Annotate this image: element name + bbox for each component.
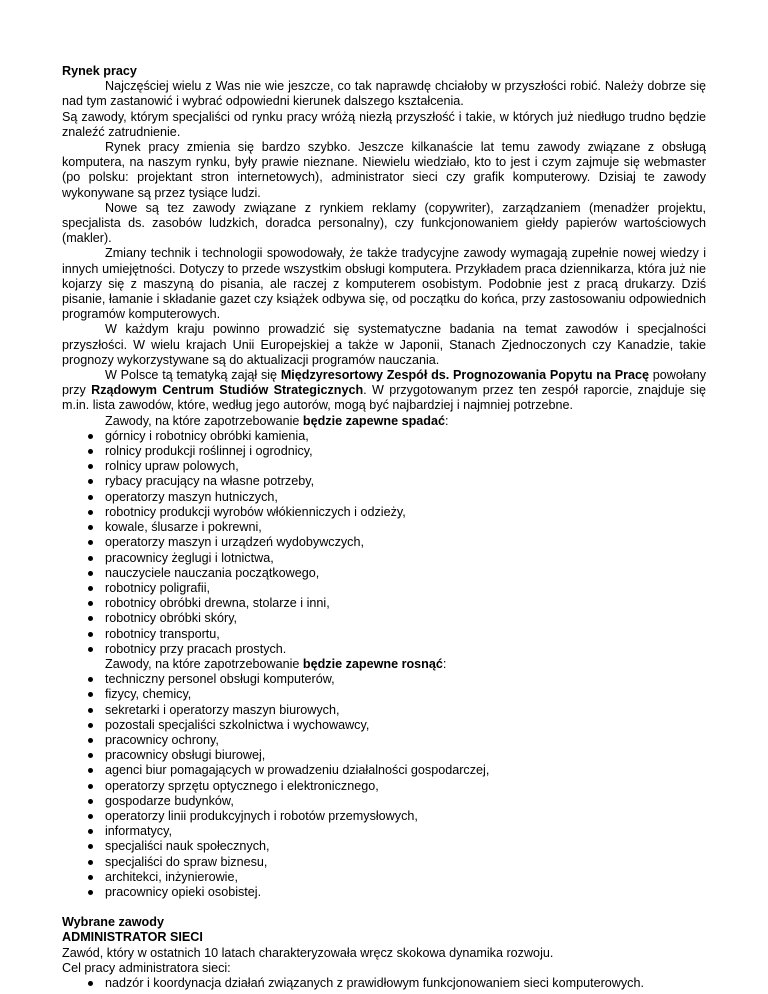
goals-list (62, 976, 706, 991)
bold-text-run: będzie zapewne rosnąć (302, 656, 443, 671)
list-item-text: informatycy, (105, 824, 172, 839)
list-item-text: operatorzy maszyn hutniczych, (105, 489, 278, 504)
list-item (62, 839, 706, 854)
bullet-icon (88, 616, 93, 621)
list-item-text: nadzór i koordynacja działań związanych z prawidłowym funkcjonowaniem sieci komputerowych. (105, 975, 644, 990)
paragraph: Nowe są tez zawody związane z rynkiem reklamy (copywriter), zarządzaniem (menadżer projektu, specjalista ds. zasobów ludzkich, doradca personalny), czy funkcjonowaniem giełdy papierów wartościowych (makler). (62, 200, 706, 246)
list-item-text: górnicy i robotnicy obróbki kamienia, (105, 428, 309, 443)
bullet-icon (88, 464, 93, 469)
list-item (62, 855, 706, 870)
list-item-text: operatorzy linii produkcyjnych i robotów przemysłowych, (105, 808, 418, 823)
bullet-icon (88, 844, 93, 849)
list-item-text: agenci biur pomagających w prowadzeniu działalności gospodarczej, (105, 763, 490, 778)
bullet-icon (88, 495, 93, 500)
paragraph: Najczęściej wielu z Was nie wie jeszcze, co tak naprawdę chciałoby w przyszłości robić. Należy dobrze się nad tym zastanowić i wybrać odpowiedni kierunek dalszego kształcenia. (62, 79, 706, 109)
bullet-icon (88, 510, 93, 515)
bullet-icon (88, 860, 93, 865)
list-item (62, 581, 706, 596)
bullet-icon (88, 434, 93, 439)
bullet-icon (88, 556, 93, 561)
bullet-icon (88, 768, 93, 773)
list-item-text: robotnicy przy pracach prostych. (105, 641, 287, 656)
list-item (62, 718, 706, 733)
bullet-icon (88, 708, 93, 713)
bullet-icon (88, 571, 93, 576)
bold-text-run: będzie zapewne spadać (302, 413, 445, 428)
list-item-text: pracownicy ochrony, (105, 732, 219, 747)
list-item (62, 779, 706, 794)
bullet-icon (88, 890, 93, 895)
list-item (62, 551, 706, 566)
list-item (62, 672, 706, 687)
bullet-icon (88, 784, 93, 789)
list-item (62, 763, 706, 778)
list-item-text: kowale, ślusarze i pokrewni, (105, 520, 262, 535)
paragraph: Rynek pracy zmienia się bardzo szybko. Jeszcze kilkanaście lat temu zawody związane z obsługą komputera, na naszym rynku, były prawie nieznane. Niewielu wiedziało, kto to jest i czym zajmuje się webmaster (po polsku: projektant stron internetowych), administrator sieci czy grafik komputerowy. Dzisiaj te zawody wykonywane są przez tysiące ludzi. (62, 140, 706, 200)
falling-professions-list (62, 429, 706, 657)
list-item (62, 733, 706, 748)
bullet-icon (88, 540, 93, 545)
list-item-text: rybacy pracujący na własne potrzeby, (105, 474, 315, 489)
list-item (62, 444, 706, 459)
list-item (62, 474, 706, 489)
list-item-text: architekci, inżynierowie, (105, 869, 238, 884)
text-run: powołany przy (62, 368, 706, 398)
text-run: . W przygotowanym przez ten zespół raporcie, znajduje się m.in. lista zawodów, które, według jego autorów, mogą być najbardziej i najmniej potrzebne. (62, 383, 706, 413)
bullet-icon (88, 814, 93, 819)
bullet-icon (88, 632, 93, 637)
list-item-text: nauczyciele nauczania początkowego, (105, 565, 320, 580)
list-item-text: rolnicy upraw polowych, (105, 459, 239, 474)
bullet-icon (88, 723, 93, 728)
list-item (62, 596, 706, 611)
list-item-text: robotnicy transportu, (105, 626, 220, 641)
spacer (62, 900, 706, 915)
list-item-text: robotnicy obróbki skóry, (105, 611, 238, 626)
bold-text-run: Międzyresortowy Zespół ds. Prognozowania Popytu na Pracę (280, 368, 650, 383)
bullet-icon (88, 692, 93, 697)
list-item (62, 824, 706, 839)
bullet-icon (88, 981, 93, 986)
list-item-text: robotnicy obróbki drewna, stolarze i inni, (105, 596, 330, 611)
bullet-icon (88, 601, 93, 606)
list-item-text: fizycy, chemicy, (105, 687, 192, 702)
list-item-text: pracownicy obsługi biurowej, (105, 748, 266, 763)
list-item (62, 870, 706, 885)
bullet-icon (88, 525, 93, 530)
list-item-text: pracownicy żeglugi i lotnictwa, (105, 550, 274, 565)
list-item (62, 885, 706, 900)
bullet-icon (88, 586, 93, 591)
list-item-text: specjaliści nauk społecznych, (105, 839, 270, 854)
list-intro-rising (62, 657, 706, 672)
list-intro-falling (62, 414, 706, 429)
rising-professions-list (62, 672, 706, 900)
list-item-text: operatorzy maszyn i urządzeń wydobywczych, (105, 535, 364, 550)
list-item (62, 794, 706, 809)
bullet-icon (88, 738, 93, 743)
list-item (62, 566, 706, 581)
paragraph (62, 368, 706, 414)
paragraph: W każdym kraju powinno prowadzić się systematyczne badania na temat zawodów i specjalności przyszłości. W wielu krajach Unii Europejskiej a także w Japonii, Stanach Zjednoczonych czy Kanadzie, takie prognozy wykorzystywane są do aktualizacji programów nauczania. (62, 322, 706, 367)
list-item-text: rolnicy produkcji roślinnej i ogrodnicy, (105, 444, 313, 459)
list-item (62, 976, 706, 991)
section-heading-rynek-pracy: Rynek pracy (62, 64, 137, 78)
text-run: W Polsce tą tematyką zajął się (105, 368, 281, 383)
list-item (62, 642, 706, 657)
list-item-text: robotnicy produkcji wyrobów włókienniczych i odzieży, (105, 504, 406, 519)
list-item (62, 703, 706, 718)
list-item (62, 520, 706, 535)
paragraph: Cel pracy administratora sieci: (62, 960, 231, 975)
bullet-icon (88, 829, 93, 834)
list-item (62, 748, 706, 763)
text-run: : (444, 413, 449, 428)
text-run: : (442, 656, 447, 671)
list-item (62, 687, 706, 702)
paragraph: Zawód, który w ostatnich 10 latach charakteryzowała wręcz skokowa dynamika rozwoju. (62, 945, 554, 960)
list-item-text: techniczny personel obsługi komputerów, (105, 672, 335, 687)
text-run: Zawody, na które zapotrzebowanie (105, 656, 303, 671)
text-run: Zawody, na które zapotrzebowanie (105, 413, 303, 428)
bold-text-run: Rządowym Centrum Studiów Strategicznych (91, 383, 364, 398)
list-item (62, 429, 706, 444)
subsection-heading-administrator-sieci: ADMINISTRATOR SIECI (62, 930, 203, 945)
list-item (62, 459, 706, 474)
bullet-icon (88, 647, 93, 652)
bullet-icon (88, 799, 93, 804)
paragraph: Zmiany technik i technologii spowodowały, że także tradycyjne zawody wymagają zupełnie nowej wiedzy i innych umiejętności. Dotyczy to przede wszystkim obsługi komputera. Przykładem praca dziennikarza, która już nie kojarzy się z maszyną do pisania, ale raczej z komputerem osobistym. Podobnie jest z pracą drukarzy. Dziś pisanie, łamanie i składanie gazet czy książek odbywa się, od początku do końca, przy zastosowaniu odpowiednich programów komputerowych. (62, 246, 706, 322)
bullet-icon (88, 875, 93, 880)
list-item (62, 505, 706, 520)
list-item-text: pracownicy opieki osobistej. (105, 884, 262, 899)
list-item-text: operatorzy sprzętu optycznego i elektronicznego, (105, 778, 379, 793)
list-item-text: specjaliści do spraw biznesu, (105, 854, 268, 869)
list-item (62, 535, 706, 550)
list-item (62, 809, 706, 824)
bullet-icon (88, 449, 93, 454)
list-item (62, 611, 706, 626)
bullet-icon (88, 753, 93, 758)
section-heading-wybrane-zawody: Wybrane zawody (62, 915, 164, 930)
list-item (62, 627, 706, 642)
list-item-text: pozostali specjaliści szkolnictwa i wychowawcy, (105, 717, 370, 732)
paragraph: Są zawody, którym specjaliści od rynku pracy wróżą niezłą przyszłość i takie, w których już niedługo trudno będzie znaleźć zatrudnienie. (62, 109, 706, 139)
list-item-text: robotnicy poligrafii, (105, 580, 210, 595)
list-item-text: gospodarze budynków, (105, 793, 234, 808)
bullet-icon (88, 479, 93, 484)
list-item-text: sekretarki i operatorzy maszyn biurowych, (105, 702, 340, 717)
bullet-icon (88, 677, 93, 682)
list-item (62, 490, 706, 505)
